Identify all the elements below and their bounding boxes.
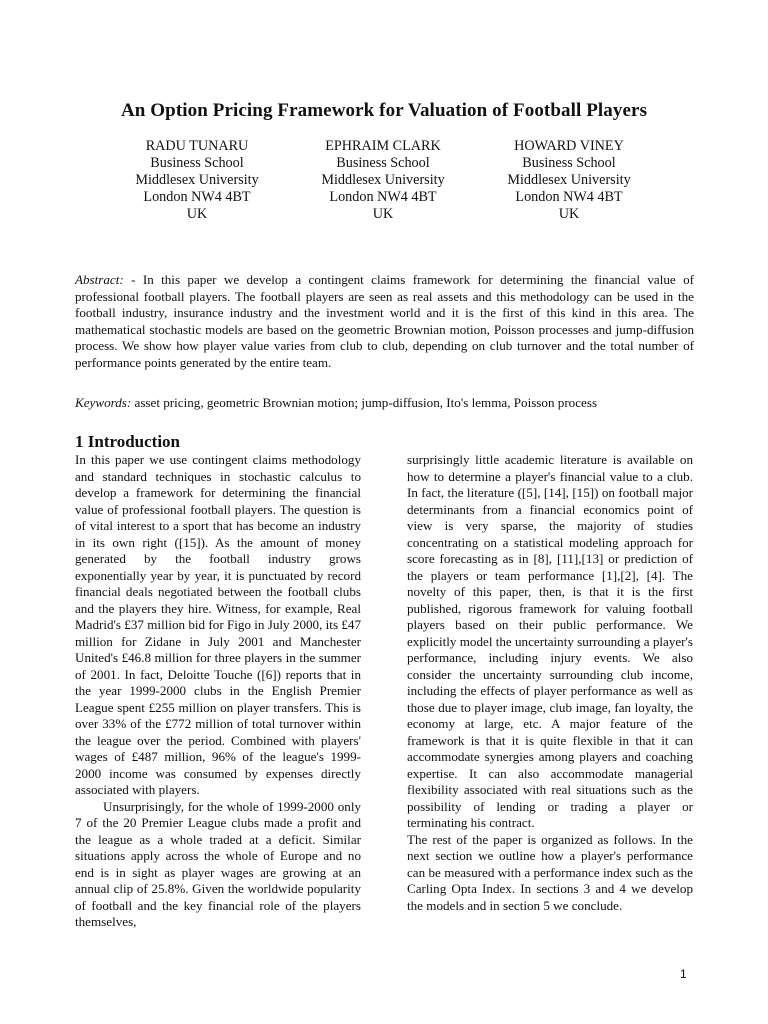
abstract [75,272,694,371]
author-university: Middlesex University [321,172,445,188]
abstract-text: - In this paper we develop a contingent claims framework for determining the financial value of professional football players. The football players are seen as real assets and this methodology can be used in the football industry, insurance industry and the investment world and it is the first of this kind in this area. The mathematical stochastic models are based on the geometric Brownian motion, Poisson processes and jump-diffusion process. We show how player value varies from club to club, depending on club turnover and the total number of performance points generated by the entire team. [75,272,694,370]
author-department: Business School [522,155,616,171]
author-country: UK [558,206,580,222]
author-name: HOWARD VINEY [514,138,624,154]
abstract-label: Abstract: [75,272,124,287]
paper-title: An Option Pricing Framework for Valuation of Football Players [120,100,648,121]
author-city: London NW4 4BT [515,189,623,205]
page-number: 1 [680,967,687,981]
left-column [75,452,361,931]
author-country: UK [372,206,394,222]
paragraph: The rest of the paper is organized as follows. In the next section we outline how a player's performance can be measured with a performance index such as the Carling Opta Index. In sections 3 and 4 we develop the models and in section 5 we conclude. [407,831,693,913]
author-block-2 [283,138,483,223]
author-block-1 [97,138,297,223]
author-city: London NW4 4BT [143,189,251,205]
author-block-3 [469,138,669,223]
author-country: UK [186,206,208,222]
keywords-label: Keywords: [75,395,132,410]
author-university: Middlesex University [507,172,631,188]
author-department: Business School [150,155,244,171]
author-university: Middlesex University [135,172,259,188]
paragraph: surprisingly little academic literature is available on how to determine a player's financial value to a club. In fact, the literature ([5], [14], [15]) on football major determinants from a financial economics point of view is very sparse, the majority of studies concentrating on a statistical modeling approach for score forecasting as in [8], [11],[13] or prediction of the players or team performance [1],[2], [4]. The novelty of this paper, then, is that it is the first published, rigorous framework for valuing football players based on their public performance. We explicitly model the uncertainty surrounding a player's performance, including injury events. We also consider the uncertainty surrounding club income, including the effects of player performance as well as those due to player image, club image, fan loyalty, the economy at large, etc. A major feature of the framework is that it is quite flexible in that it can accommodate synergies among players and coaching expertise. It can also accommodate managerial flexibility associated with real situations such as the possibility of lending or trading a player or terminating his contract. [407,452,693,830]
paragraph: In this paper we use contingent claims methodology and standard techniques in stochastic calculus to develop a framework for determining the financial value of professional football players. The question is of vital interest to a sport that has become an industry in its own right ([15]). As the amount of money generated by the football industry grows exponentially year by year, it is punctuated by record financial deals negotiated between the football clubs and the players they hire. Witness, for example, Real Madrid's £37 million bid for Figo in July 2000, its £47 million for Zidane in July 2001 and Manchester United's £46.8 million for three players in the summer of 2001. In fact, Deloitte Touche ([6]) reports that in the year 1999-2000 clubs in the English Premier League spent £255 million on player transfers. This is over 33% of the £772 million of total turnover within the league over the period. Combined with players' wages of £487 million, 96% of the league's 1999-2000 income was consumed by expenses directly associated with players. [75,452,361,797]
keywords-text: asset pricing, geometric Brownian motion; jump-diffusion, Ito's lemma, Poisson process [131,395,598,410]
author-department: Business School [336,155,430,171]
right-column [407,452,693,914]
author-name: EPHRAIM CLARK [325,138,441,154]
section-heading: 1 Introduction [75,432,181,451]
author-name: RADU TUNARU [145,138,249,154]
author-city: London NW4 4BT [329,189,437,205]
paragraph: Unsurprisingly, for the whole of 1999-2000 only 7 of the 20 Premier League clubs made a profit and the league as a whole traded at a deficit. Similar situations apply across the whole of Europe and no end is in sight as player wages are growing at an annual clip of 25.8%. Given the worldwide popularity of football and the key financial role of the players themselves, [75,798,361,929]
keywords [75,395,694,412]
